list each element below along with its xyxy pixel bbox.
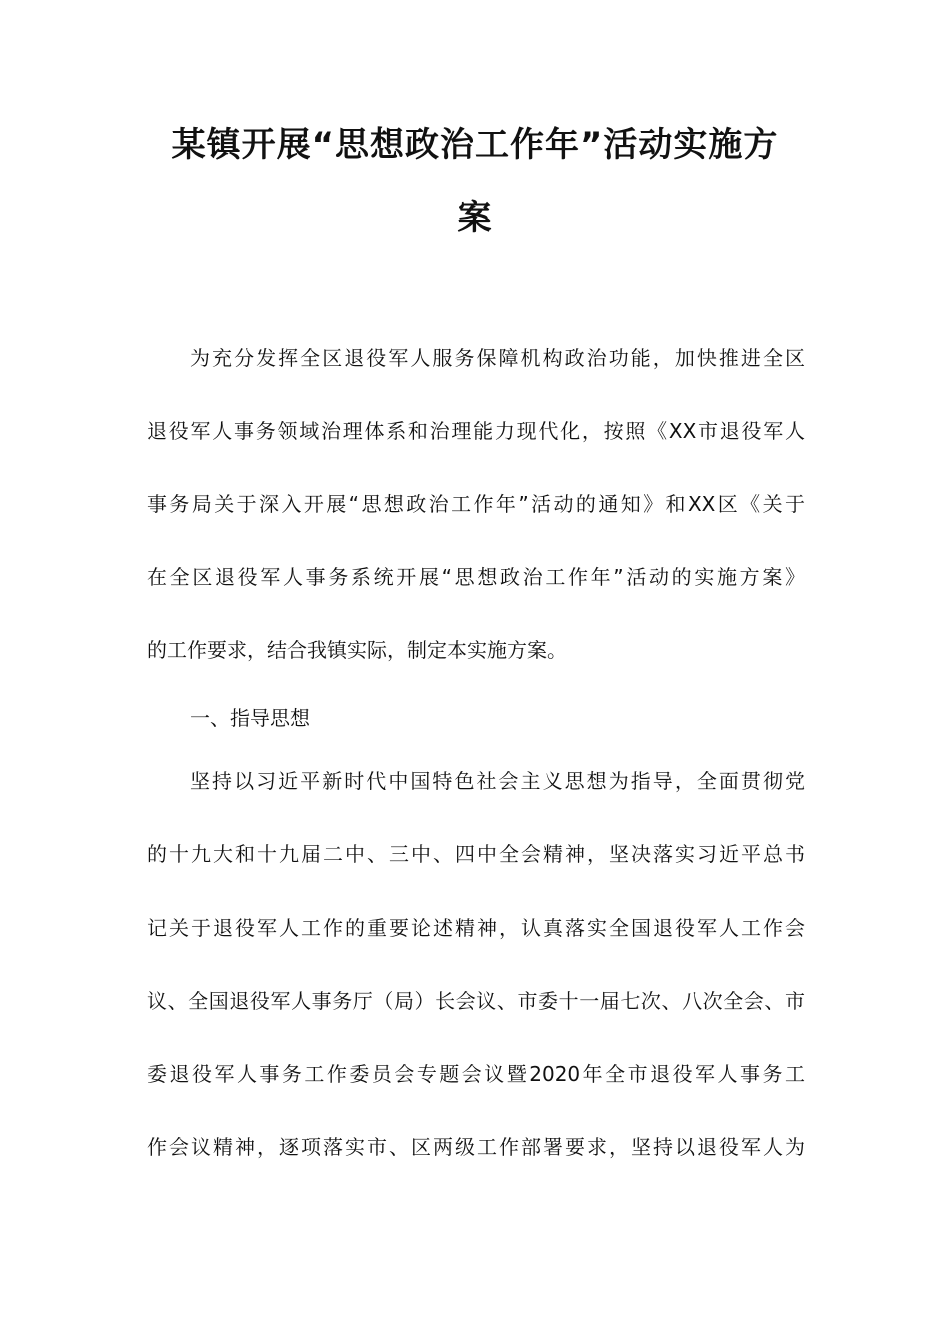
- paragraph-line: 记关于退役军人工作的重要论述精神，认真落实全国退役军人工作会: [147, 916, 805, 940]
- document-title-line-1: 某镇开展“思想政治工作年”活动实施方: [171, 125, 779, 165]
- paragraph-line: 坚持以习近平新时代中国特色社会主义思想为指导，全面贯彻党: [190, 769, 805, 793]
- paragraph-line: 退役军人事务领域治理体系和治理能力现代化，按照《XX市退役军人: [147, 419, 805, 443]
- paragraph-line: 在全区退役军人事务系统开展“思想政治工作年”活动的实施方案》: [147, 565, 805, 589]
- paragraph-line: 的十九大和十九届二中、三中、四中全会精神，坚决落实习近平总书: [147, 842, 805, 866]
- section-heading: 一、指导思想: [190, 706, 310, 730]
- paragraph-line: 的工作要求，结合我镇实际，制定本实施方案。: [147, 638, 567, 662]
- paragraph-line: 议、全国退役军人事务厅（局）长会议、市委十一届七次、八次全会、市: [147, 989, 805, 1013]
- document-title-line-2: 案: [457, 198, 493, 238]
- paragraph-line: 为充分发挥全区退役军人服务保障机构政治功能，加快推进全区: [190, 346, 805, 370]
- paragraph-line: 事务局关于深入开展“思想政治工作年”活动的通知》和XX区《关于: [147, 492, 805, 516]
- paragraph-line: 作会议精神，逐项落实市、区两级工作部署要求，坚持以退役军人为: [147, 1135, 805, 1159]
- paragraph-line: 委退役军人事务工作委员会专题会议暨2020年全市退役军人事务工: [147, 1062, 805, 1086]
